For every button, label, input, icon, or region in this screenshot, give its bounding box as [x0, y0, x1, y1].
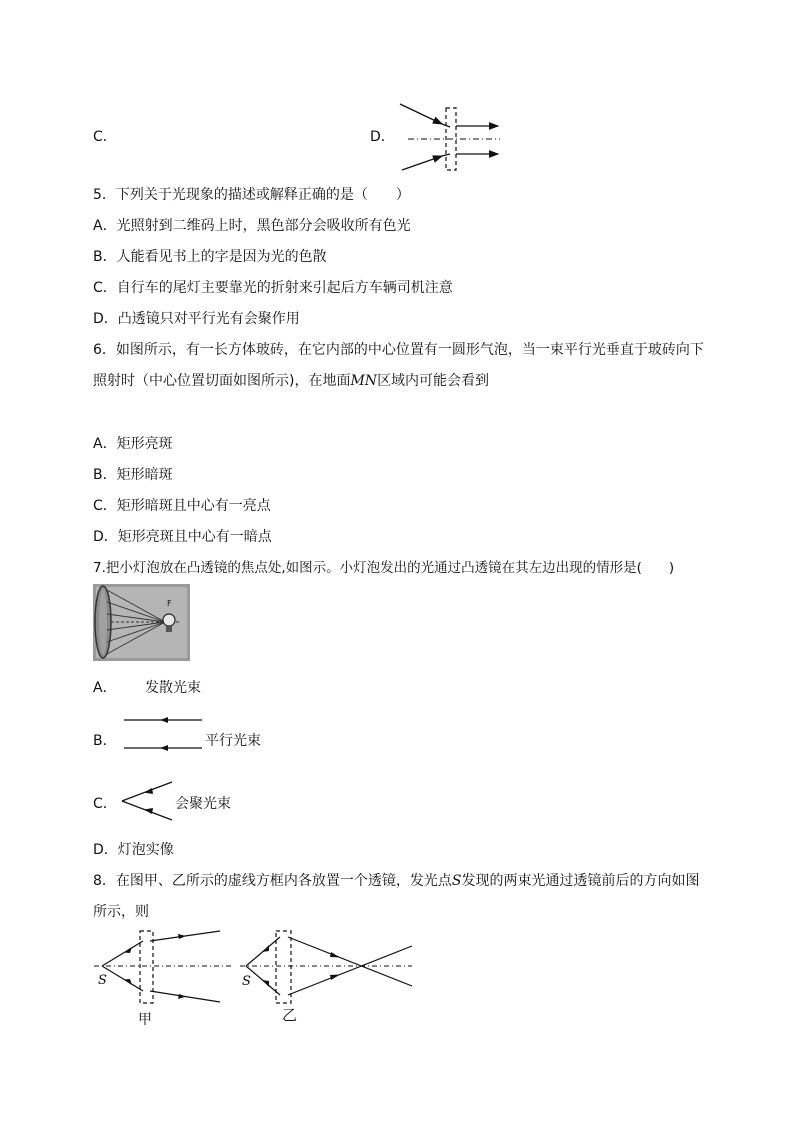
q7-focal-point-label: F	[167, 599, 172, 608]
q6-mn-symbol: MN	[350, 373, 378, 389]
q8-stem-line1: 8．在图甲、乙所示的虚线方框内各放置一个透镜，发光点S发现的两束光通过透镜前后的方向如图	[93, 873, 700, 889]
q6-option-c: C．矩形暗斑且中心有一亮点	[93, 498, 271, 514]
q5-option-d: D．凸透镜只对平行光有会聚作用	[93, 311, 300, 327]
q8-figure-yi	[240, 928, 420, 1028]
q8-s-symbol: S	[451, 873, 462, 889]
q7-stem: 7.把小灯泡放在凸透镜的焦点处,如图示。小灯泡发出的光通过凸透镜在其左边出现的情形是( )	[93, 560, 675, 576]
q8-yi-source-label: S	[242, 974, 251, 989]
q5-stem: 5．下列关于光现象的描述或解释正确的是（ ）	[93, 187, 410, 203]
q7-lens-bulb-photo	[93, 584, 190, 661]
q5-option-b: B．人能看见书上的字是因为光的色散	[93, 249, 327, 265]
q7-option-c-label: C．	[93, 796, 117, 812]
q7-option-d: D．灯泡实像	[93, 842, 174, 858]
q7-parallel-beam-diagram	[120, 712, 210, 752]
q6-stem-line1: 6．如图所示，有一长方体玻砖，在它内部的中心位置有一圆形气泡，当一束平行光垂直于玻砖向下	[93, 342, 704, 358]
q5-option-c: C．自行车的尾灯主要靠光的折射来引起后方车辆司机注意	[93, 280, 453, 296]
q8-jia-source-label: S	[98, 973, 107, 988]
q8-stem-line2: 所示，则	[93, 904, 149, 920]
q8-jia-caption: 甲	[138, 1012, 152, 1028]
q5-option-a: A．光照射到二维码上时，黑色部分会吸收所有色光	[93, 218, 411, 234]
q8-yi-caption: 乙	[282, 1006, 298, 1024]
q7-option-a-text: 发散光束	[145, 680, 201, 696]
q6-option-d: D．矩形亮斑且中心有一暗点	[93, 529, 272, 545]
q7-option-b-text: 平行光束	[205, 733, 261, 749]
q4-option-d-label: D．	[370, 129, 395, 145]
q7-option-a-label: A．	[93, 680, 117, 696]
q7-option-c-text: 会聚光束	[175, 796, 231, 812]
q6-stem-line2: 照射时（中心位置切面如图所示)，在地面MN区域内可能会看到	[93, 373, 490, 389]
q6-option-a: A．矩形亮斑	[93, 436, 173, 452]
q7-option-b-label: B．	[93, 733, 117, 749]
q7-converging-beam-diagram	[118, 780, 176, 824]
q6-option-b: B．矩形暗斑	[93, 467, 173, 483]
q4-option-c-label: C．	[93, 129, 117, 145]
q8-figure-jia	[94, 928, 234, 1028]
q4-option-d-diagram	[390, 98, 510, 176]
